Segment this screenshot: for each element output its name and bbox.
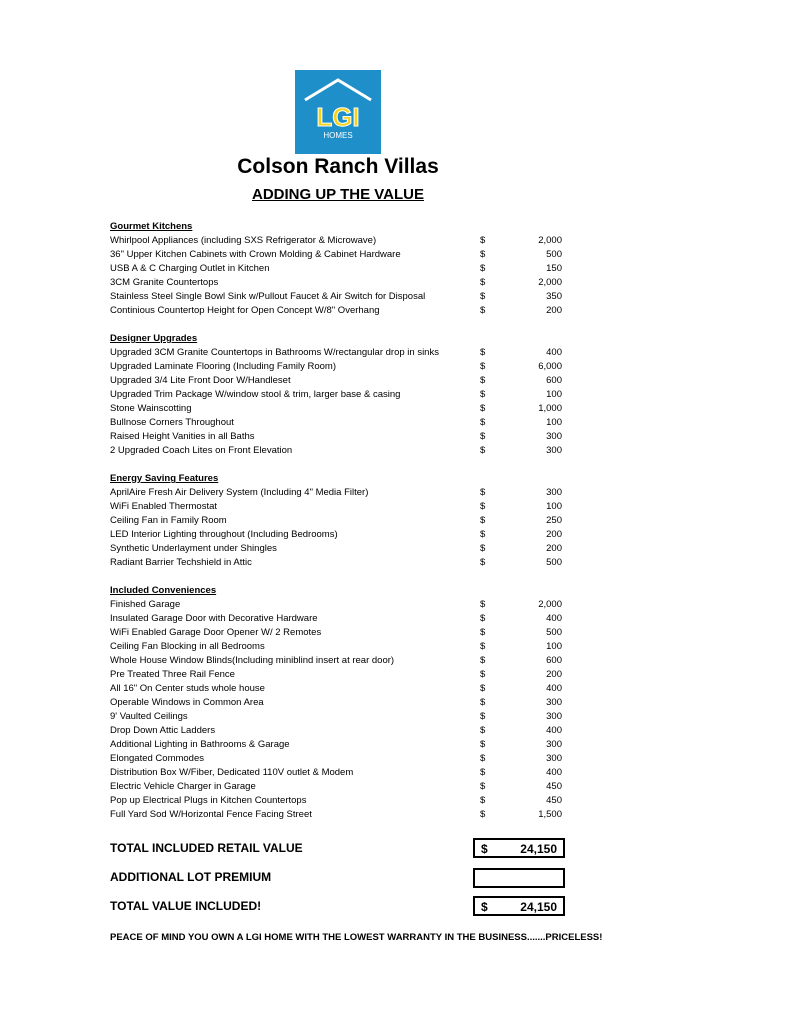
item-amount: 1,500: [538, 809, 562, 820]
line-item: [110, 248, 570, 262]
line-item: [110, 808, 570, 822]
item-currency: $: [480, 389, 486, 400]
item-label: Elongated Commodes: [110, 753, 204, 764]
item-amount: 400: [546, 683, 562, 694]
logo-text: LGI: [316, 102, 360, 132]
line-item: [110, 430, 570, 444]
item-amount: 300: [546, 711, 562, 722]
item-amount: 2,000: [538, 235, 562, 246]
line-item: [110, 780, 570, 794]
item-label: Pre Treated Three Rail Fence: [110, 669, 235, 680]
item-amount: 450: [546, 781, 562, 792]
item-label: Upgraded 3/4 Lite Front Door W/Handleset: [110, 375, 291, 386]
house-logo-icon: [295, 70, 381, 154]
item-amount: 1,000: [538, 403, 562, 414]
line-item: [110, 528, 570, 542]
item-currency: $: [480, 543, 486, 554]
item-currency: $: [480, 361, 486, 372]
item-amount: 150: [546, 263, 562, 274]
item-label: All 16" On Center studs whole house: [110, 683, 265, 694]
section-spacer: [110, 458, 570, 472]
line-item: [110, 542, 570, 556]
item-currency: $: [480, 641, 486, 652]
item-label: Ceiling Fan Blocking in all Bedrooms: [110, 641, 265, 652]
logo-subtext: HOMES: [323, 131, 353, 140]
item-amount: 600: [546, 375, 562, 386]
item-label: Pop up Electrical Plugs in Kitchen Countertops: [110, 795, 307, 806]
item-amount: 200: [546, 305, 562, 316]
page-title: Colson Ranch Villas: [237, 155, 439, 178]
line-item: [110, 668, 570, 682]
item-label: WiFi Enabled Garage Door Opener W/ 2 Remotes: [110, 627, 322, 638]
item-label: Synthetic Underlayment under Shingles: [110, 543, 277, 554]
item-label: Bullnose Corners Throughout: [110, 417, 234, 428]
item-currency: $: [480, 263, 486, 274]
line-item: [110, 388, 570, 402]
line-item: [110, 626, 570, 640]
item-currency: $: [480, 711, 486, 722]
item-amount: 500: [546, 249, 562, 260]
item-amount: 350: [546, 291, 562, 302]
item-currency: $: [480, 655, 486, 666]
item-amount: 600: [546, 655, 562, 666]
line-item: [110, 556, 570, 570]
item-currency: $: [480, 613, 486, 624]
item-amount: 250: [546, 515, 562, 526]
item-amount: 100: [546, 501, 562, 512]
item-label: Upgraded 3CM Granite Countertops in Bathrooms W/rectangular drop in sinks: [110, 347, 439, 358]
line-item: [110, 346, 570, 360]
item-currency: $: [480, 347, 486, 358]
item-label: WiFi Enabled Thermostat: [110, 501, 218, 512]
line-item: [110, 640, 570, 654]
line-item: [110, 794, 570, 808]
section-spacer: [110, 570, 570, 584]
item-amount: 300: [546, 487, 562, 498]
total-retail-label: TOTAL INCLUDED RETAIL VALUE: [110, 841, 303, 855]
item-label: 3CM Granite Countertops: [110, 277, 219, 288]
line-item: [110, 766, 570, 780]
item-amount: 100: [546, 389, 562, 400]
item-label: Ceiling Fan in Family Room: [110, 515, 227, 526]
item-label: LED Interior Lighting throughout (Including Bedrooms): [110, 529, 338, 540]
item-amount: 200: [546, 543, 562, 554]
line-item: [110, 710, 570, 724]
item-amount: 500: [546, 627, 562, 638]
item-label: Finished Garage: [110, 599, 181, 610]
item-label: Continious Countertop Height for Open Concept W/8" Overhang: [110, 305, 380, 316]
line-item: [110, 612, 570, 626]
item-amount: 500: [546, 557, 562, 568]
item-currency: $: [480, 403, 486, 414]
line-item: [110, 696, 570, 710]
item-amount: 400: [546, 767, 562, 778]
line-item: [110, 486, 570, 500]
item-amount: 300: [546, 445, 562, 456]
item-amount: 300: [546, 753, 562, 764]
line-item: [110, 374, 570, 388]
total-value-currency: $: [481, 900, 488, 914]
item-currency: $: [480, 767, 486, 778]
item-amount: 200: [546, 669, 562, 680]
item-label: Electric Vehicle Charger in Garage: [110, 781, 256, 792]
line-item: [110, 234, 570, 248]
item-label: Raised Height Vanities in all Baths: [110, 431, 255, 442]
item-amount: 300: [546, 739, 562, 750]
item-currency: $: [480, 431, 486, 442]
item-amount: 2,000: [538, 599, 562, 610]
line-item: [110, 682, 570, 696]
total-retail-amount: 24,150: [520, 842, 557, 856]
line-item: [110, 290, 570, 304]
line-item: [110, 444, 570, 458]
item-amount: 400: [546, 347, 562, 358]
item-currency: $: [480, 753, 486, 764]
item-currency: $: [480, 795, 486, 806]
item-currency: $: [480, 781, 486, 792]
item-label: Upgraded Laminate Flooring (Including Family Room): [110, 361, 336, 372]
item-currency: $: [480, 809, 486, 820]
item-amount: 300: [546, 431, 562, 442]
item-currency: $: [480, 501, 486, 512]
line-item: [110, 724, 570, 738]
item-currency: $: [480, 235, 486, 246]
item-label: Full Yard Sod W/Horizontal Fence Facing Street: [110, 809, 312, 820]
item-label: Operable Windows in Common Area: [110, 697, 264, 708]
item-amount: 6,000: [538, 361, 562, 372]
item-currency: $: [480, 375, 486, 386]
lot-premium-box: [473, 868, 565, 888]
line-item: [110, 654, 570, 668]
item-label: Additional Lighting in Bathrooms & Garage: [110, 739, 290, 750]
item-currency: $: [480, 305, 486, 316]
total-value-box: [473, 896, 565, 916]
item-currency: $: [480, 417, 486, 428]
item-label: Stainless Steel Single Bowl Sink w/Pullout Faucet & Air Switch for Disposal: [110, 291, 426, 302]
total-retail-box: [473, 838, 565, 858]
item-amount: 100: [546, 417, 562, 428]
item-label: Whirlpool Appliances (including SXS Refrigerator & Microwave): [110, 235, 377, 246]
item-label: Insulated Garage Door with Decorative Hardware: [110, 613, 318, 624]
line-item: [110, 402, 570, 416]
item-currency: $: [480, 697, 486, 708]
item-label: 2 Upgraded Coach Lites on Front Elevation: [110, 445, 293, 456]
item-currency: $: [480, 249, 486, 260]
total-retail-currency: $: [481, 842, 488, 856]
item-currency: $: [480, 739, 486, 750]
line-item: [110, 514, 570, 528]
line-item: [110, 752, 570, 766]
item-currency: $: [480, 557, 486, 568]
item-label: Stone Wainscotting: [110, 403, 192, 414]
item-label: Upgraded Trim Package W/window stool & trim, larger base & casing: [110, 389, 401, 400]
section-heading: Included Conveniences: [110, 585, 217, 596]
item-amount: 200: [546, 529, 562, 540]
item-currency: $: [480, 445, 486, 456]
item-amount: 400: [546, 725, 562, 736]
lgi-homes-logo: [295, 70, 381, 154]
item-amount: 400: [546, 613, 562, 624]
item-label: AprilAire Fresh Air Delivery System (Including 4" Media Filter): [110, 487, 369, 498]
item-label: USB A & C Charging Outlet in Kitchen: [110, 263, 270, 274]
page-subtitle: ADDING UP THE VALUE: [252, 186, 424, 203]
item-amount: 2,000: [538, 277, 562, 288]
section-heading: Energy Saving Features: [110, 473, 219, 484]
line-item: [110, 304, 570, 318]
item-label: Distribution Box W/Fiber, Dedicated 110V outlet & Modem: [110, 767, 354, 778]
item-currency: $: [480, 669, 486, 680]
line-item: [110, 276, 570, 290]
line-item: [110, 262, 570, 276]
item-amount: 450: [546, 795, 562, 806]
item-currency: $: [480, 627, 486, 638]
line-item: [110, 500, 570, 514]
line-item: [110, 416, 570, 430]
section-heading: Designer Upgrades: [110, 333, 198, 344]
item-label: 9' Vaulted Ceilings: [110, 711, 188, 722]
item-label: Whole House Window Blinds(Including miniblind insert at rear door): [110, 655, 395, 666]
section-spacer: [110, 318, 570, 332]
footer-tagline: PEACE OF MIND YOU OWN A LGI HOME WITH THE LOWEST WARRANTY IN THE BUSINESS.......PRICELESS!: [110, 932, 603, 943]
item-currency: $: [480, 515, 486, 526]
item-currency: $: [480, 291, 486, 302]
line-item: [110, 598, 570, 612]
item-currency: $: [480, 683, 486, 694]
item-amount: 100: [546, 641, 562, 652]
line-item: [110, 738, 570, 752]
item-label: Radiant Barrier Techshield in Attic: [110, 557, 252, 568]
item-currency: $: [480, 599, 486, 610]
item-currency: $: [480, 487, 486, 498]
item-currency: $: [480, 277, 486, 288]
item-currency: $: [480, 529, 486, 540]
section-heading: Gourmet Kitchens: [110, 221, 193, 232]
item-currency: $: [480, 725, 486, 736]
line-item: [110, 360, 570, 374]
lot-premium-label: ADDITIONAL LOT PREMIUM: [110, 870, 272, 884]
item-amount: 300: [546, 697, 562, 708]
item-label: 36" Upper Kitchen Cabinets with Crown Molding & Cabinet Hardware: [110, 249, 401, 260]
total-value-amount: 24,150: [520, 900, 557, 914]
value-list: [110, 220, 570, 822]
item-label: Drop Down Attic Ladders: [110, 725, 216, 736]
total-value-label: TOTAL VALUE INCLUDED!: [110, 899, 262, 913]
